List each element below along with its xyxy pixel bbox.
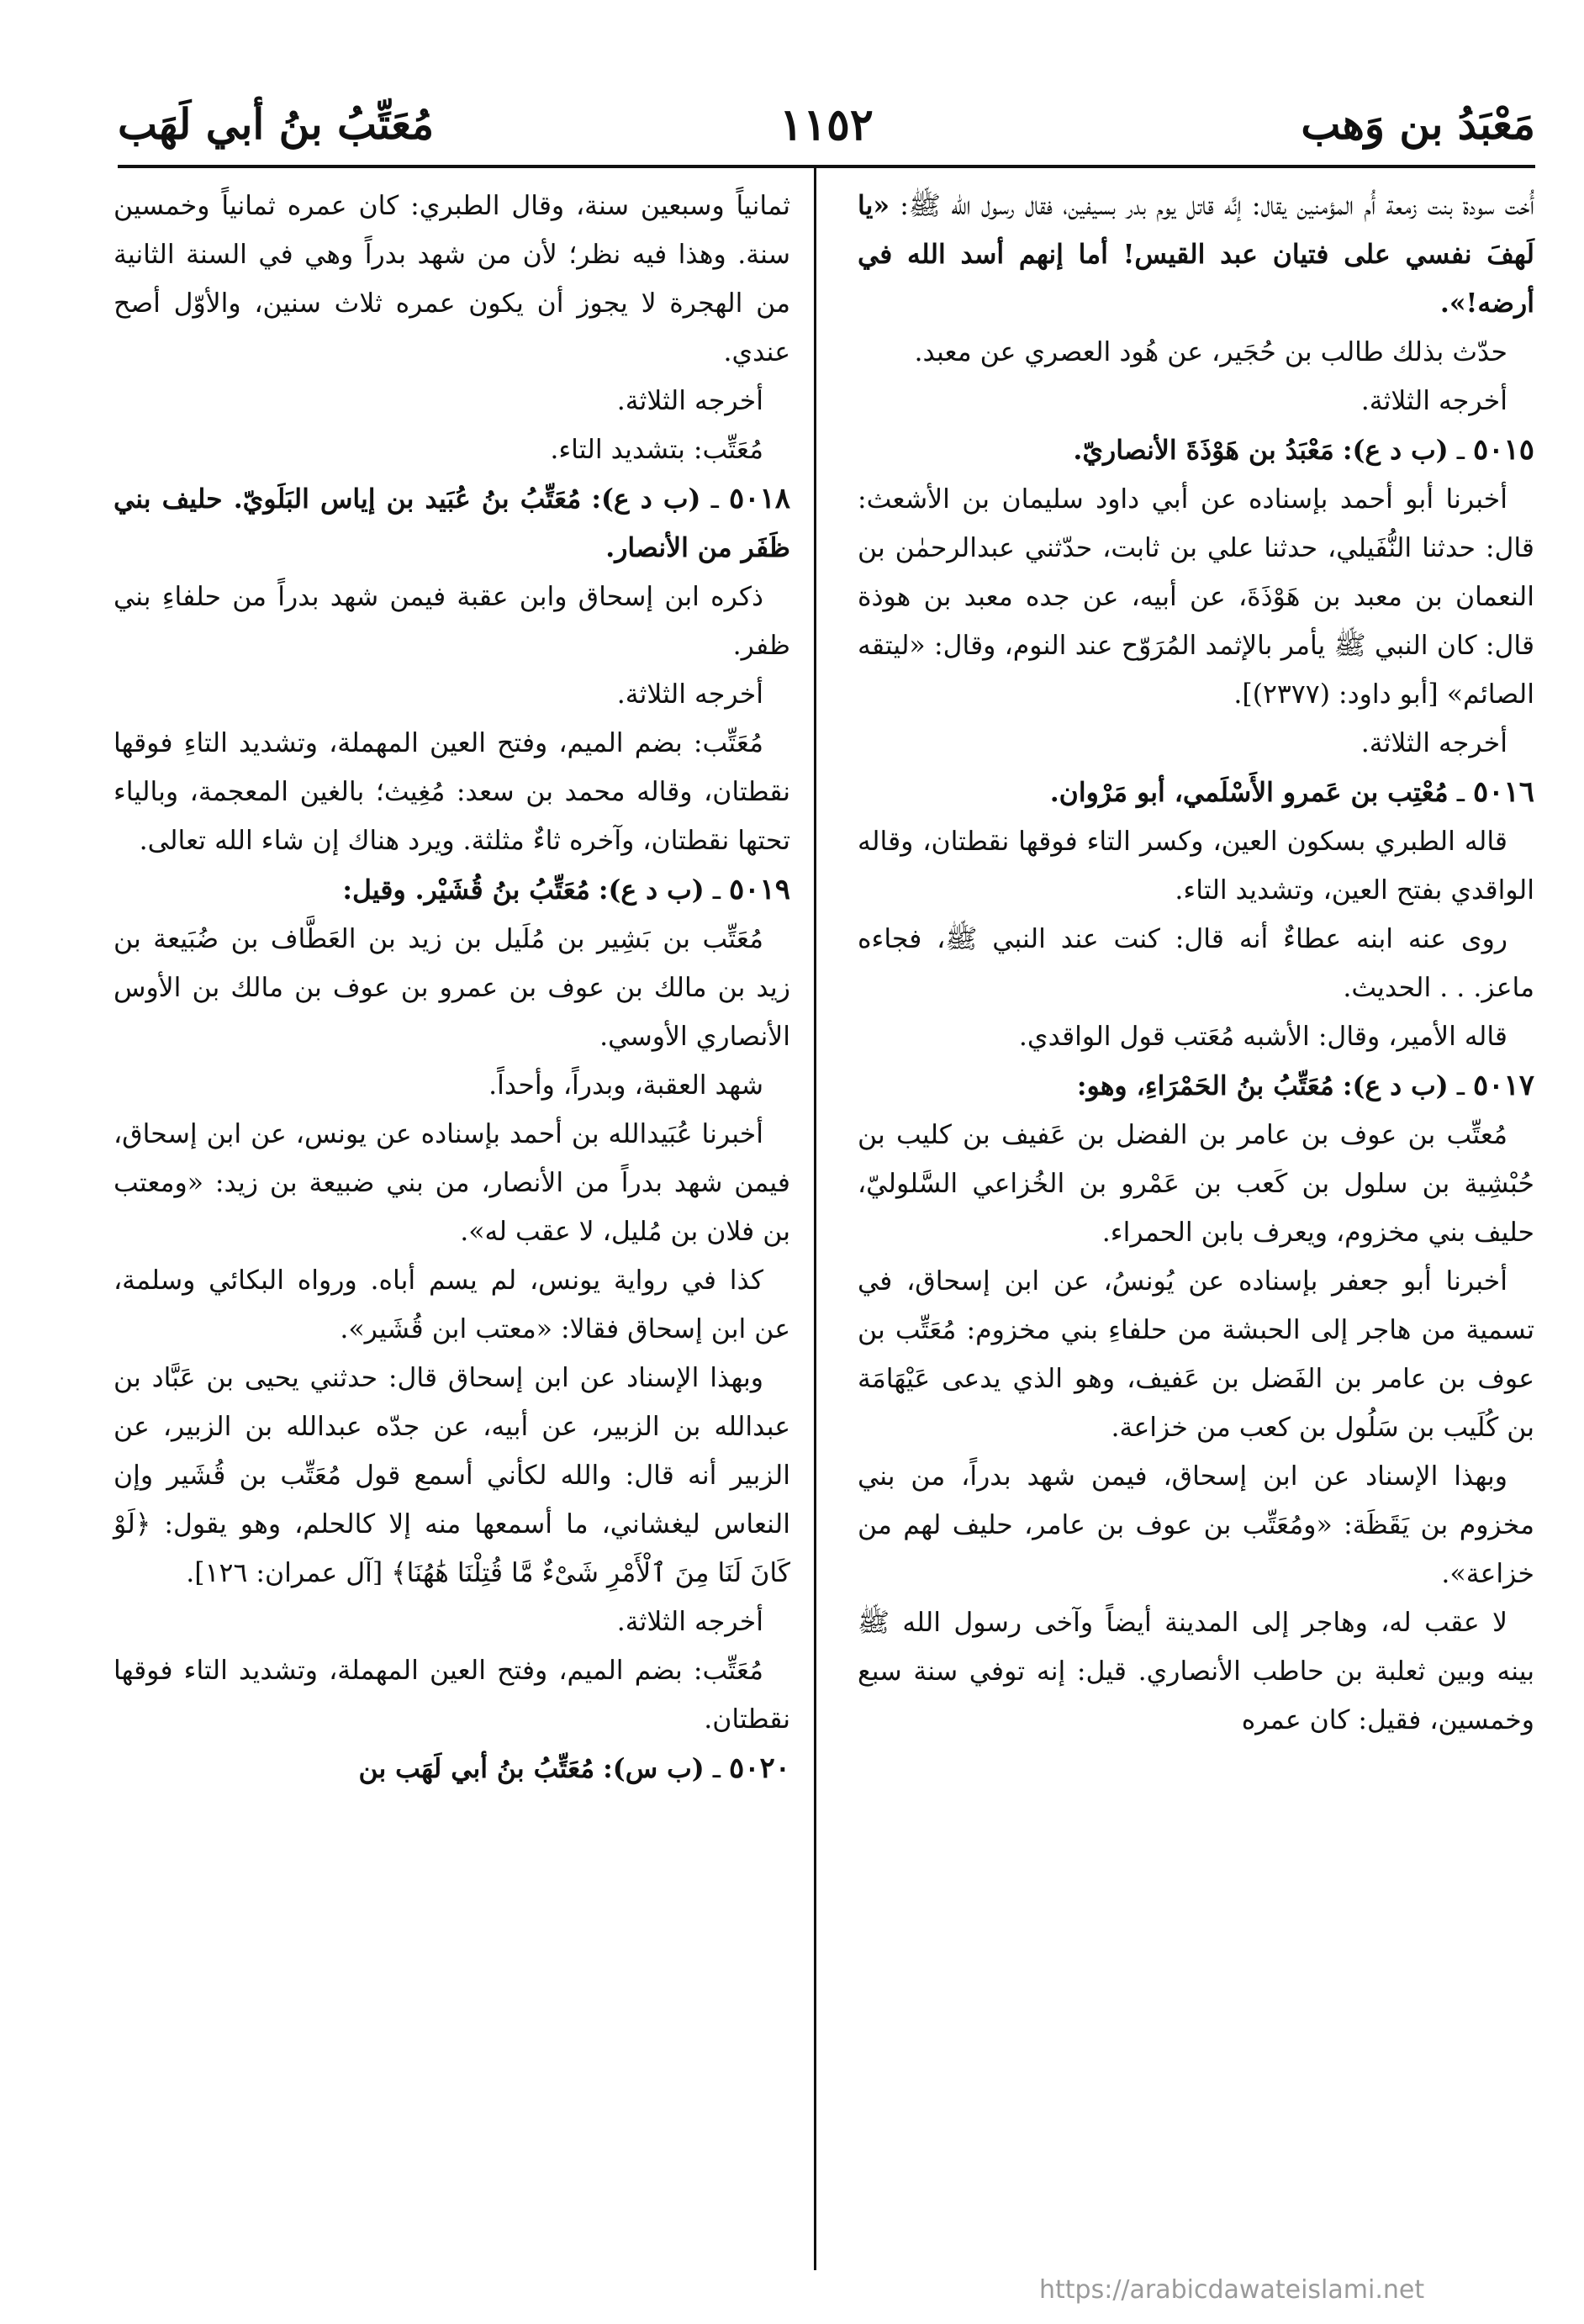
paragraph-text: حدّث بذلك طالب بن حُجَير، عن هُود العصري عن معبد. <box>914 337 1507 367</box>
entry-name: مَعْبَدُ بن هَوْذَةَ الأنصاريّ. <box>1073 435 1334 466</box>
paragraph <box>114 425 790 474</box>
paragraph <box>858 1111 1534 1257</box>
column-divider <box>814 168 816 2270</box>
paragraph-text: شهد العقبة، وبدراً، وأحداً. <box>488 1070 763 1101</box>
paragraph <box>858 377 1534 425</box>
paragraph <box>858 915 1534 1012</box>
hadith-quote: «يا لَهفَ نفسي على فتيان عبد القيس! أما إنهم أسد الله في أرضه!». <box>858 190 1534 319</box>
paragraph-text: مُعَتِّب: بضم الميم، وفتح العين المهملة، وتشديد التاء فوقها نقطتان. <box>114 1656 790 1735</box>
paragraph <box>858 1598 1534 1745</box>
entry-sources: (ب د ع): <box>1342 435 1449 466</box>
entry-number: ٥٠١٧ <box>1472 1069 1534 1102</box>
entry-name: مُعْتِب بن عَمرو الأَسْلَمي، أبو مَرْوان. <box>1049 777 1449 808</box>
paragraph-text: لا عقب له، وهاجر إلى المدينة أيضاً وآخى رسول الله ﷺ بينه وبين ثعلبة بن حاطب الأنصاري. قيل: إنه توفي سنة سبع وخمسين، فقيل: كان عمره <box>858 1608 1534 1735</box>
header-rule <box>118 165 1535 168</box>
paragraph <box>114 1598 790 1646</box>
paragraph-text: أخرجه الثلاثة. <box>1360 728 1507 758</box>
header-left-title: مُعَتِّبُ بنُ أبي لَهَب <box>118 99 435 149</box>
paragraph <box>858 1257 1534 1452</box>
paragraph <box>114 182 790 377</box>
paragraph-text: وبهذا الإسناد عن ابن إسحاق قال: حدثني يحيى بن عَبَّاد بن عبدالله بن الزبير، عن أبيه، عن جدّه عبدالله بن الزبير، عن الزبير أنه قال: والله لكأني أسمع قول مُعَتِّب بن قُشَير وإن النعاس ليغشاني، ما أسمعها منه إلا كالحلم، وهو يقول: ﴿لَوْ كَانَ لَنَا مِنَ ٱلْأَمْرِ شَىْءٌ مَّا قُتِلْنَا هَٰهُنَا﴾ [آل عمران: ١٢٦]. <box>114 1363 790 1588</box>
paragraph <box>114 1354 790 1598</box>
entry-sources: (ب د ع): <box>1342 1070 1449 1101</box>
paragraph-text: ذكره ابن إسحاق وابن عقبة فيمن شهد بدراً من حلفاءِ بني ظفر. <box>114 582 790 661</box>
paragraph-text: أخرجه الثلاثة. <box>616 1607 763 1637</box>
paragraph <box>858 817 1534 915</box>
paragraph-text: أخبرنا أبو أحمد بإسناده عن أبي داود سليمان بن الأشعث: قال: حدثنا النُّفَيلي، حدثنا علي بن ثابت، حدّثني عبدالرحمٰن بن النعمان بن معبد بن هَوْذَةَ، عن أبيه، عن جده معبد بن هوذة قال: كان النبي ﷺ يأمر بالإثمد المُرَوّح عند النوم، وقال: «ليتقه الصائم» [أبو داود: (٢٣٧٧)]. <box>858 484 1534 710</box>
paragraph-text: أخبرنا أبو جعفر بإسناده عن يُونسُ، عن ابن إسحاق، في تسمية من هاجر إلى الحبشة من حلفاءِ بني مخزوم: مُعَتِّب بن عوف بن عامر بن الفَضل بن عَفيف، وهو الذي يدعى عَيْهَامَة بن كُلَيب بن سَلُول بن كعب من خزاعة. <box>858 1266 1534 1443</box>
paragraph-text: أخبرنا عُبَيدالله بن أحمد بإسناده عن يونس، عن ابن إسحاق، فيمن شهد بدراً من الأنصار، من بني ضبيعة بن زيد: «ومعتب بن فلان بن مُليل، لا عقب له». <box>114 1119 790 1247</box>
biography-entry: ٥٠١٥ ـ (ب د ع): مَعْبَدُ بن هَوْذَةَ الأنصاريّ. <box>1073 433 1534 467</box>
paragraph <box>114 915 790 1061</box>
right-column <box>858 182 1534 1745</box>
paragraph <box>114 1061 790 1110</box>
entry-number: ٥٠١٨ <box>728 482 790 515</box>
biography-entry: ٥٠١٩ ـ (ب د ع): مُعَتِّبُ بنُ قُشَيْر. وقيل: <box>342 873 790 906</box>
paragraph-text: وبهذا الإسناد عن ابن إسحاق، فيمن شهد بدراً، من بني مخزوم بن يَقَظَة: «ومُعَتِّب بن عوف بن عامر، حليف لهم من خزاعة». <box>858 1461 1534 1589</box>
entry-number: ٥٠٢٠ <box>728 1751 790 1785</box>
page-number: ١١٥٢ <box>779 99 874 151</box>
biography-entry: ٥٠١٧ ـ (ب د ع): مُعَتِّبُ بنُ الحَمْرَاءِ، وهو: <box>1076 1069 1534 1102</box>
entry-name: مُعَتِّبُ بنُ عُبَيد بن إياس البَلَويّ. حليف بني ظَفَر من الأنصار. <box>114 483 790 563</box>
entry-name: مُعَتِّبُ بنُ أبي لَهَب بن <box>358 1753 595 1784</box>
paragraph-text: كذا في رواية يونس، لم يسم أباه. ورواه البكائي وسلمة، عن ابن إسحاق فقالا: «معتب ابن قُشَير». <box>114 1265 790 1344</box>
paragraph <box>858 1012 1534 1061</box>
paragraph <box>114 1110 790 1256</box>
paragraph <box>114 719 790 865</box>
entry-sources: (ب س): <box>603 1753 705 1784</box>
paragraph-text: أخرجه الثلاثة. <box>616 386 763 416</box>
entry-name: مُعَتِّبُ بنُ الحَمْرَاءِ، وهو: <box>1076 1070 1334 1101</box>
paragraph <box>114 377 790 425</box>
paragraph <box>858 182 1534 328</box>
watermark-url: https://arabicdawateislami.net <box>1039 2275 1425 2305</box>
entry-number: ٥٠١٩ <box>728 873 790 906</box>
paragraph-text: مُعَتِّب: بتشديد التاء. <box>550 435 763 465</box>
entry-sources: (ب د ع): <box>598 874 705 906</box>
paragraph-text: مُعتِّب بن عوف بن عامر بن الفضل بن عَفيف بن كليب بن حُبْشِية بن سلول بن كَعب بن عَمْرو بن الخُزاعي السَّلوليّ، حليف بني مخزوم، ويعرف بابن الحمراء. <box>858 1120 1534 1248</box>
paragraph-text: أُخت سودة بنت زمعة أُم المؤمنين يقال: إنَّه قاتل يوم بدر بسيفين، فقال رسول الله ﷺ: <box>890 191 1534 221</box>
paragraph <box>114 1256 790 1354</box>
biography-entry: ٥٠١٨ ـ (ب د ع): مُعَتِّبُ بنُ عُبَيد بن إياس البَلَويّ. حليف بني ظَفَر من الأنصار. <box>114 482 790 563</box>
paragraph-text: أخرجه الثلاثة. <box>616 679 763 710</box>
biography-entry: ٥٠١٦ ـ مُعْتِب بن عَمرو الأَسْلَمي، أبو مَرْوان. <box>1049 775 1534 809</box>
paragraph <box>114 1646 790 1744</box>
running-header <box>118 99 1535 153</box>
paragraph <box>114 573 790 670</box>
paragraph-text: ثمانياً وسبعين سنة، وقال الطبري: كان عمره ثمانياً وخمسين سنة. وهذا فيه نظر؛ لأن من شهد بدراً وهي في السنة الثانية من الهجرة لا يجوز أن يكون عمره ثلاث سنين، والأوّل أصح عندي. <box>114 191 790 367</box>
paragraph <box>858 328 1534 377</box>
left-column <box>114 182 790 1793</box>
paragraph <box>858 475 1534 719</box>
paragraph-text: قاله الأمير، وقال: الأشبه مُعَتب قول الواقدي. <box>1018 1022 1507 1052</box>
paragraph-text: مُعَتِّب بن بَشِير بن مُلَيل بن زيد بن العَطَّاف بن ضُبَيعة بن زيد بن مالك بن عوف بن عمرو بن عوف بن مالك بن الأوس الأنصاري الأوسي. <box>114 924 790 1052</box>
paragraph <box>114 670 790 719</box>
paragraph <box>858 1452 1534 1598</box>
paragraph-text: قاله الطبري بسكون العين، وكسر التاء فوقها نقطتان، وقاله الواقدي بفتح العين، وتشديد التاء. <box>858 827 1534 906</box>
biography-entry: ٥٠٢٠ ـ (ب س): مُعَتِّبُ بنُ أبي لَهَب بن <box>358 1751 790 1785</box>
header-right-title: مَعْبَدُ بن وَهب <box>1301 99 1535 149</box>
entry-name: مُعَتِّبُ بنُ قُشَيْر. وقيل: <box>342 874 590 906</box>
entry-number: ٥٠١٥ <box>1472 433 1534 467</box>
paragraph-text: مُعَتِّب: بضم الميم، وفتح العين المهملة، وتشديد التاءِ فوقها نقطتان، وقاله محمد بن سعد: مُغِيث؛ بالغين المعجمة، وبالياء تحتها نقطتان، وآخره ثاءٌ مثلثة. ويرد هناك إن شاء الله تعالى. <box>114 728 790 856</box>
entry-sources: (ب د ع): <box>591 483 701 515</box>
paragraph <box>858 719 1534 768</box>
paragraph-text: روى عنه ابنه عطاءٌ أنه قال: كنت عند النبي ﷺ، فجاءه ماعز. . . الحديث. <box>858 924 1534 1003</box>
paragraph-text: أخرجه الثلاثة. <box>1360 386 1507 416</box>
entry-number: ٥٠١٦ <box>1472 775 1534 809</box>
